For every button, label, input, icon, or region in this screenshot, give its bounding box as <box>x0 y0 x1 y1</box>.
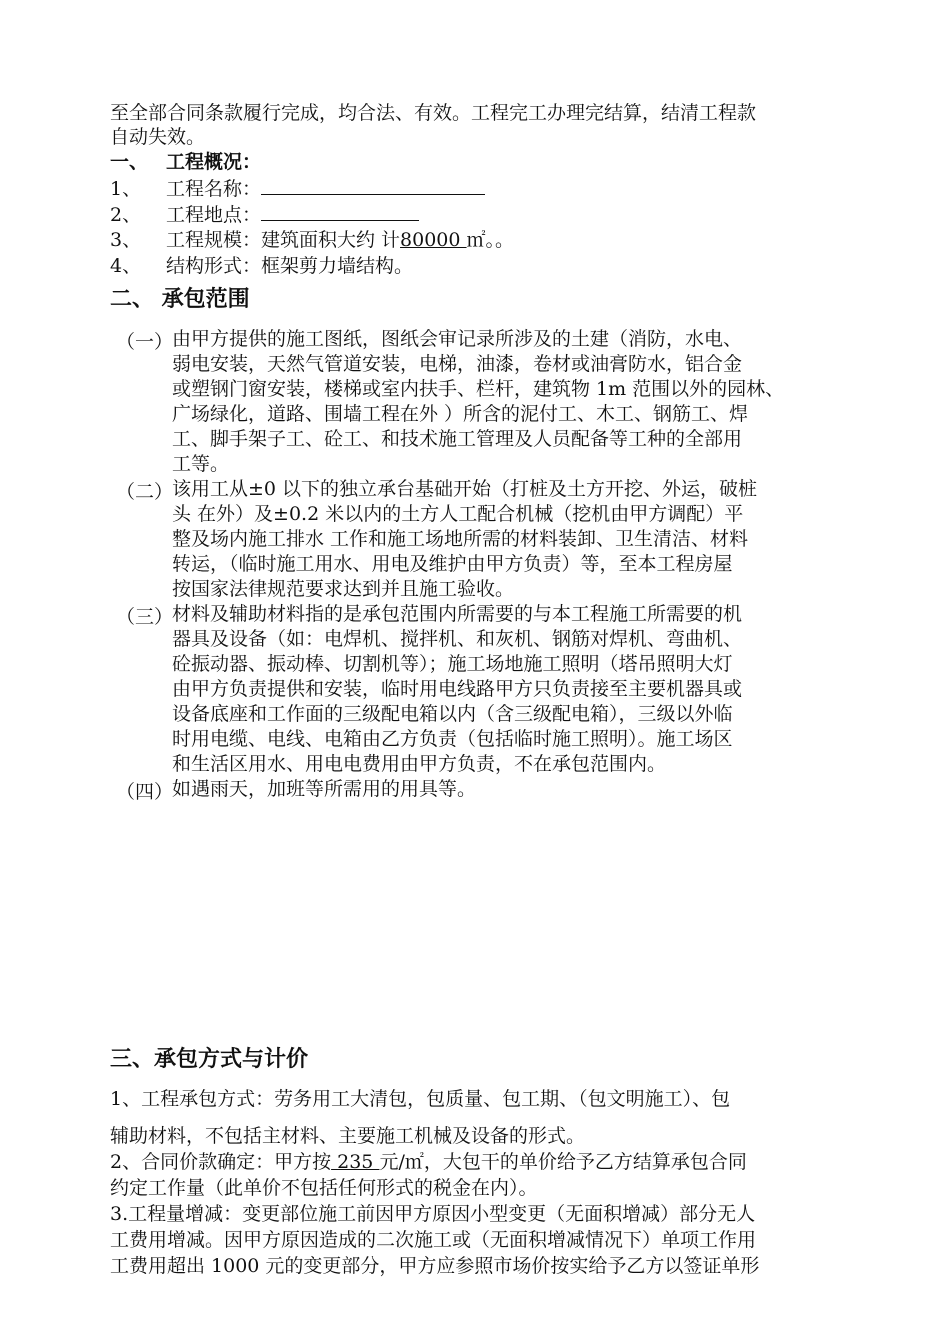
item-tail: ㎡。。 <box>466 229 515 251</box>
paragraph-1-line: 或塑钢门窗安装，楼梯或室内扶手、栏杆，建筑物 1m 范围以外的园林、 <box>172 378 785 400</box>
section-3-line: 1、工程承包方式：劳务用工大清包，包质量、包工期、（包文明施工）、包 <box>110 1088 731 1110</box>
paragraph-2-line: 转运，（临时施工用水、用电及维护由甲方负责）等，至本工程房屋 <box>172 553 733 575</box>
paragraph-3-line: 砼振动器、振动棒、切割机等）；施工场地施工照明（塔吊照明大灯 <box>172 653 733 675</box>
section-3-line-price <box>110 1150 747 1174</box>
intro-line-2: 自动失效。 <box>110 126 206 148</box>
paragraph-2-line: 该用工从±0 以下的独立承台基础开始（打桩及土方开挖、外运，破桩 <box>172 478 758 500</box>
section-3-line: 辅助材料，不包括主材料、主要施工机械及设备的形式。 <box>110 1125 586 1147</box>
project-location-blank <box>261 202 419 221</box>
section-1-number: 一、 <box>110 151 149 173</box>
section-3-heading: 三、承包方式与计价 <box>110 1046 309 1072</box>
project-name-blank <box>261 176 485 195</box>
section-3-line: 工费用增减。因甲方原因造成的二次施工或（无面积增减情况下）单项工作用 <box>110 1229 757 1251</box>
paragraph-2-line: 整及场内施工排水 工作和施工场地所需的材料装卸、卫生清洁、材料 <box>172 528 749 550</box>
paragraph-2-line: 头 在外）及±0.2 米以内的土方人工配合机械（挖机由甲方调配）平 <box>172 503 744 525</box>
paragraph-1-line: 由甲方提供的施工图纸，图纸会审记录所涉及的土建（消防，水电、 <box>172 328 743 350</box>
item-number: 1、 <box>110 178 142 200</box>
section-3-line: 工费用超出 1000 元的变更部分，甲方应参照市场价按实给予乙方以签证单形 <box>110 1255 760 1277</box>
paragraph-3-line: 由甲方负责提供和安装，临时用电线路甲方只负责接至主要机器具或 <box>172 678 743 700</box>
paragraph-3-number: （三） <box>116 606 174 628</box>
paragraph-2-number: （二） <box>116 481 174 503</box>
paragraph-4-line: 如遇雨天，加班等所需用的用具等。 <box>172 778 477 800</box>
overview-item-scale <box>110 228 514 252</box>
paragraph-4-number: （四） <box>116 781 174 803</box>
item-number: 4、 <box>110 255 142 277</box>
paragraph-3-line: 材料及辅助材料指的是承包范围内所需要的与本工程施工所需要的机 <box>172 603 743 625</box>
paragraph-1-line: 工、脚手架子工、砼工、和技术施工管理及人员配备等工种的全部用 <box>172 428 743 450</box>
paragraph-1-number: （一） <box>116 331 174 353</box>
price-prefix: 2、合同价款确定：甲方按 <box>110 1151 332 1173</box>
item-number: 3、 <box>110 229 142 251</box>
paragraph-1-line: 弱电安装，天然气管道安装，电梯，油漆，卷材或油膏防水，铝合金 <box>172 353 743 375</box>
section-3-line: 约定工作量（此单价不包括任何形式的税金在内）。 <box>110 1177 538 1199</box>
item-number: 2、 <box>110 204 142 226</box>
item-label: 结构形式：框架剪力墙结构。 <box>166 255 414 277</box>
section-3-line: 3.工程量增减：变更部位施工前因甲方原因小型变更（无面积增减）部分无人 <box>110 1203 756 1225</box>
overview-item-location <box>110 202 419 227</box>
paragraph-3-line: 设备底座和工作面的三级配电箱以内（含三级配电箱），三级以外临 <box>172 703 733 725</box>
section-2-heading: 二、 承包范围 <box>110 286 250 312</box>
paragraph-3-line: 和生活区用水、用电电费用由甲方负责，不在承包范围内。 <box>172 753 667 775</box>
intro-line-1: 至全部合同条款履行完成，均合法、有效。工程完工办理完结算，结清工程款 <box>110 102 757 124</box>
price-suffix: 元/㎡，大包干的单价给予乙方结算承包合同 <box>379 1151 747 1173</box>
paragraph-3-line: 时用电缆、电线、电箱由乙方负责（包括临时施工照明）。施工场区 <box>172 728 733 750</box>
unit-price-value: 235 <box>331 1151 380 1173</box>
paragraph-3-line: 器具及设备（如：电焊机、搅拌机、和灰机、钢筋对焊机、弯曲机、 <box>172 628 743 650</box>
paragraph-2-line: 按国家法律规范要求达到并且施工验收。 <box>172 578 515 600</box>
item-label: 工程名称： <box>166 178 262 200</box>
paragraph-1-line: 广场绿化，道路、围墙工程在外 ）所含的泥付工、木工、钢筋工、焊 <box>172 403 749 425</box>
building-area-value: 80000 <box>400 229 461 251</box>
item-label: 工程地点： <box>166 204 262 226</box>
overview-item-name <box>110 176 485 201</box>
section-1-heading <box>110 150 261 174</box>
overview-item-structure <box>110 254 413 278</box>
section-1-title: 工程概况： <box>166 151 262 173</box>
item-label: 工程规模：建筑面积大约 计 <box>166 229 401 251</box>
paragraph-1-line: 工等。 <box>172 453 230 475</box>
